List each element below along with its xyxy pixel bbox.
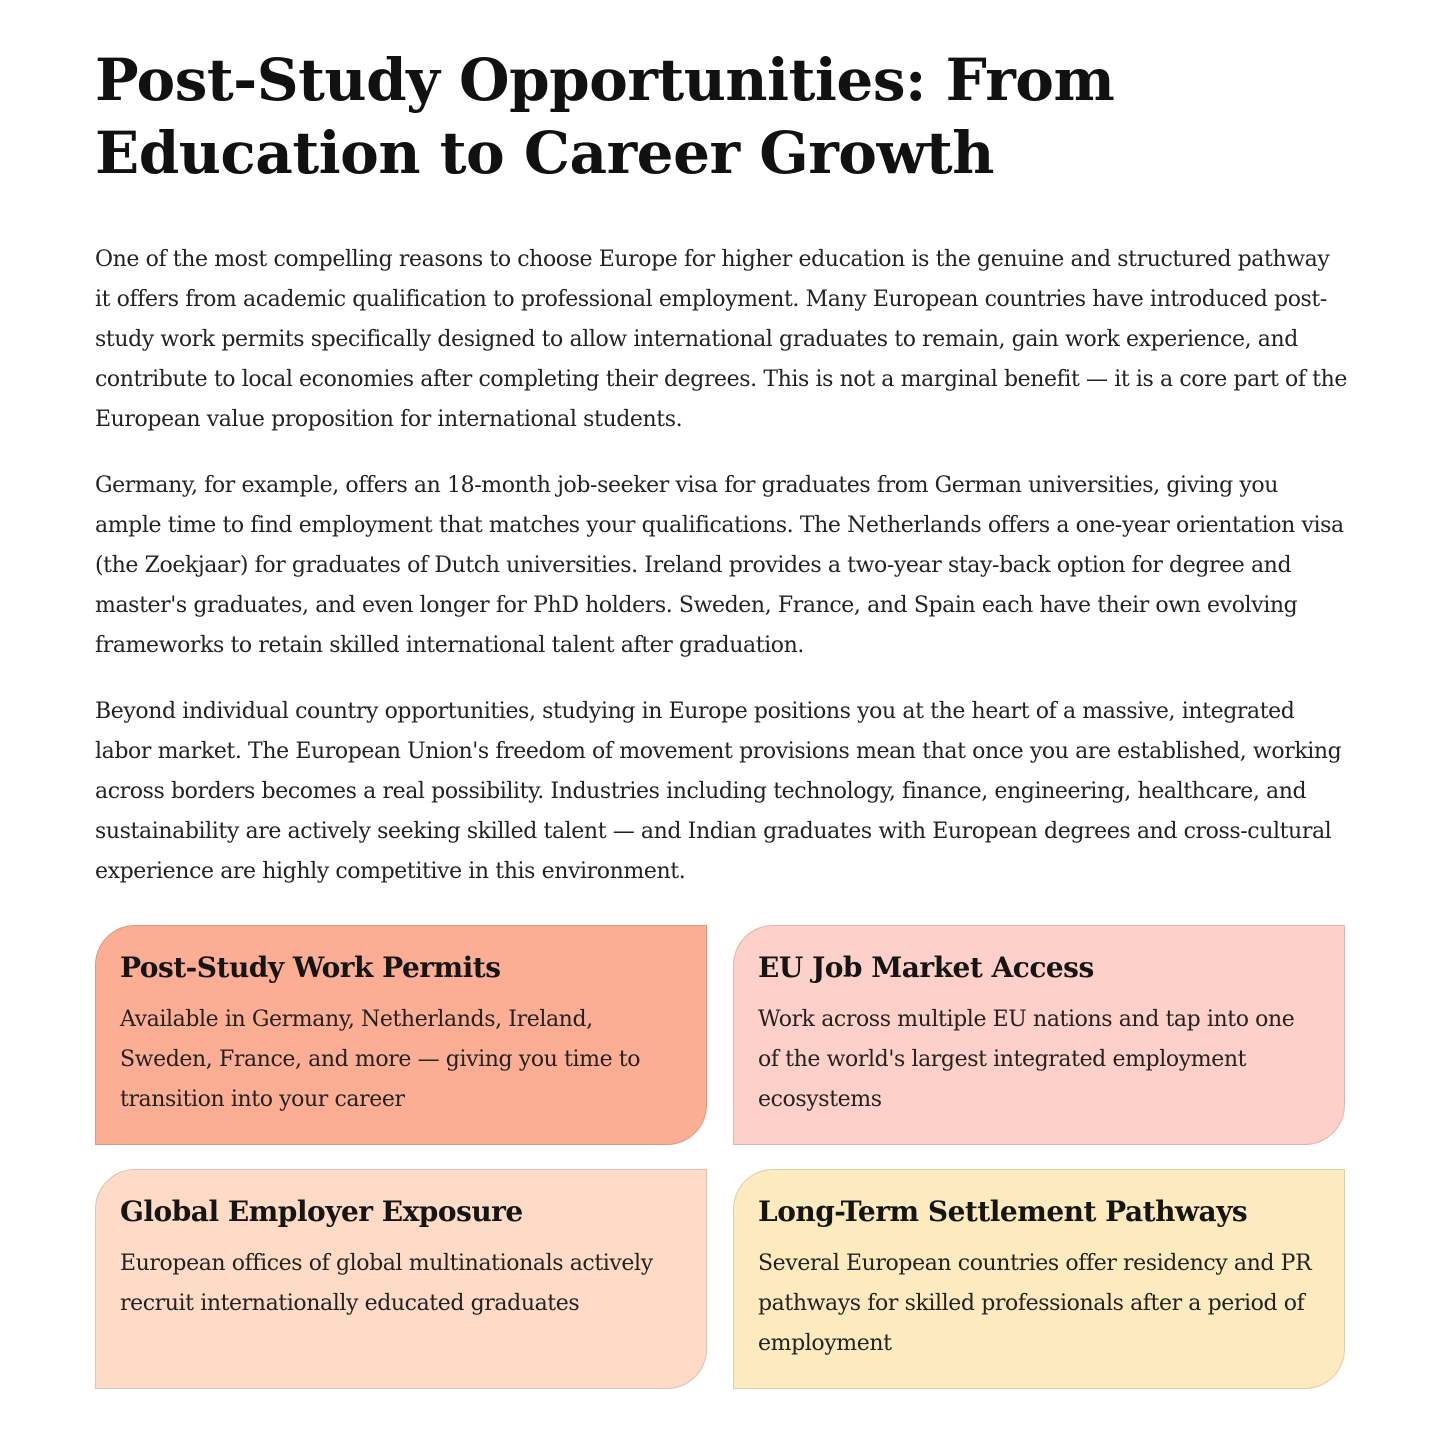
card-text: European offices of global multinationals actively recruit internationally educated graduates [120,1251,653,1316]
card-text: Several European countries offer residency and PR pathways for skilled professionals after a period of employment [758,1251,1312,1356]
card-title: Global Employer Exposure [120,1195,523,1228]
card-text: Work across multiple EU nations and tap into one of the world's largest integrated employment ecosystems [758,1007,1295,1112]
card-long-term-settlement [733,1169,1345,1389]
benefit-cards [95,925,1345,1389]
paragraph-eu-labor-market: Beyond individual country opportunities, studying in Europe positions you at the heart of a massive, integrated labor market. The European Union's freedom of movement provisions mean that once you are established, working across borders becomes a real possibility. Industries including technology, finance, engineering, healthcare, and sustainability are actively seeking skilled talent — and Indian graduates with European degrees and cross-cultural experience are highly competitive in this environment. [95,699,1342,884]
card-title: Post-Study Work Permits [120,951,501,984]
paragraph-intro: One of the most compelling reasons to choose Europe for higher education is the genuine and structured pathway it offers from academic qualification to professional employment. Many European countries have introduced post-study work permits specifically designed to allow international graduates to remain, gain work experience, and contribute to local economies after completing their degrees. This is not a marginal benefit — it is a core part of the European value proposition for international students. [95,247,1347,432]
card-post-study-work-permits [95,925,707,1145]
page-title: Post-Study Opportunities: From Education to Career Growth [95,46,1115,187]
card-text: Available in Germany, Netherlands, Ireland, Sweden, France, and more — giving you time to transition into your career [120,1007,641,1112]
card-eu-job-market-access [733,925,1345,1145]
card-global-employer-exposure [95,1169,707,1389]
article [95,44,1347,892]
card-title: Long-Term Settlement Pathways [758,1195,1248,1228]
paragraph-country-examples: Germany, for example, offers an 18-month job-seeker visa for graduates from German universities, giving you ample time to find employment that matches your qualifications. The Netherlands offers a one-year orientation visa (the Zoekjaar) for graduates of Dutch universities. Ireland provides a two-year stay-back option for degree and master's graduates, and even longer for PhD holders. Sweden, France, and Spain each have their own evolving frameworks to retain skilled international talent after graduation. [95,473,1344,658]
card-title: EU Job Market Access [758,951,1094,984]
